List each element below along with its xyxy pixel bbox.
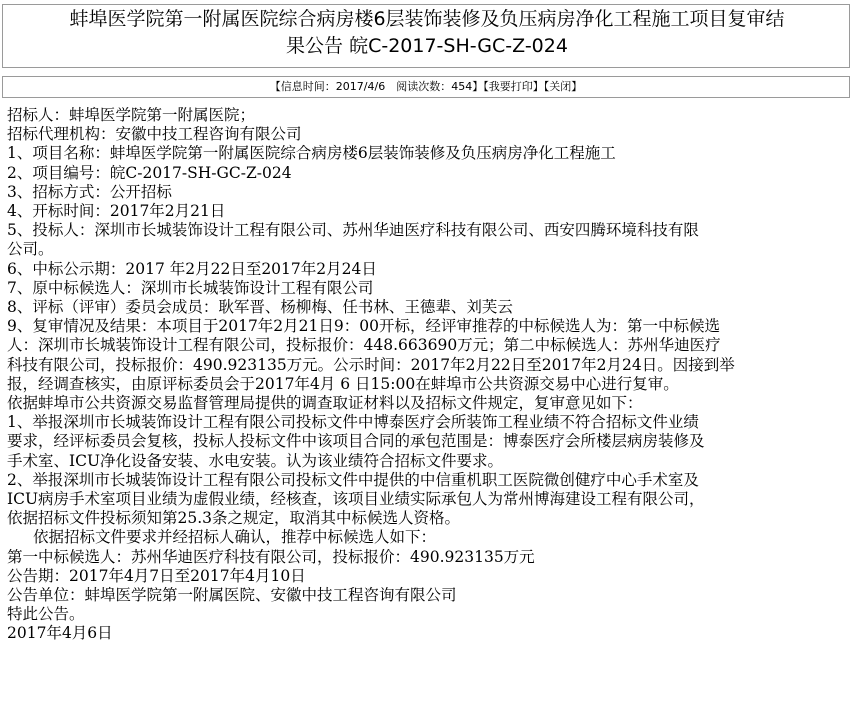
text-line: 2017年4月6日 xyxy=(7,624,113,643)
text-line: 8、评标（评审）委员会成员：耿军晋、杨柳梅、任书林、王德辈、刘芙云 xyxy=(7,298,513,317)
text-line: 第一中标候选人：苏州华迪医疗科技有限公司，投标报价：490.923135万元 xyxy=(7,547,535,566)
text-line: 5、投标人：深圳市长城装饰设计工程有限公司、苏州华迪医疗科技有限公司、西安四腾环境科技有限 xyxy=(7,221,699,240)
text-line: 4、开标时间：2017年2月21日 xyxy=(7,202,226,221)
close-link[interactable]: 【关闭】 xyxy=(543,80,583,93)
text-line: 科技有限公司，投标报价：490.923135万元。公示时间：2017年2月22日至2017年2月24日。因接到举 xyxy=(7,355,735,374)
text-line: 依据蚌埠市公共资源交易监督管理局提供的调查取证材料以及招标文件规定，复审意见如下： xyxy=(7,394,643,413)
page-title xyxy=(0,6,854,60)
text-line: 招标代理机构：安徽中技工程咨询有限公司 xyxy=(7,125,302,144)
text-line: 2、举报深圳市长城装饰设计工程有限公司投标文件中提供的中信重机职工医院微创健疗中心手术室及 xyxy=(7,470,699,489)
text-line: 特此公告。 xyxy=(7,605,85,624)
announcement-body xyxy=(7,106,847,644)
text-line: 1、举报深圳市长城装饰设计工程有限公司投标文件中博泰医疗会所装饰工程业绩不符合招标文件业绩 xyxy=(7,413,699,432)
text-line: 公司。 xyxy=(7,240,54,259)
text-line: 招标人：蚌埠医学院第一附属医院； xyxy=(7,106,256,124)
info-time-and-views: 【信息时间：2017/4/6 阅读次数：454】 xyxy=(269,80,484,93)
text-line: 公告单位：蚌埠医学院第一附属医院、安徽中技工程咨询有限公司 xyxy=(7,586,457,605)
text-line: 人：深圳市长城装饰设计工程有限公司，投标报价：448.663690万元；第二中标候选人：苏州华迪医疗 xyxy=(7,336,721,355)
text-line: 1、项目名称：蚌埠医学院第一附属医院综合病房楼6层装饰装修及负压病房净化工程施工 xyxy=(7,144,616,163)
info-bar xyxy=(2,76,850,98)
text-line: 9、复审情况及结果：本项目于2017年2月21日9：00开标，经评审推荐的中标候选人为：第一中标候选 xyxy=(7,317,720,336)
text-line: 6、中标公示期：2017 年2月22日至2017年2月24日 xyxy=(7,259,377,278)
text-line: 手术室、ICU净化设备安装、水电安装。认为该业绩符合招标文件要求。 xyxy=(7,451,504,470)
text-line: 要求，经评标委员会复核，投标人投标文件中该项目合同的承包范围是：博泰医疗会所楼层病房装修及 xyxy=(7,432,705,451)
text-line: 报，经调查核实，由原评标委员会于2017年4月 6 日15:00在蚌埠市公共资源交易中心进行复审。 xyxy=(7,374,679,393)
text-line: 2、项目编号：皖C-2017-SH-GC-Z-024 xyxy=(7,163,292,182)
text-line: 公告期：2017年4月7日至2017年4月10日 xyxy=(7,566,306,585)
text-line: 7、原中标候选人：深圳市长城装饰设计工程有限公司 xyxy=(7,278,374,297)
text-line: 依据招标文件要求并经招标人确认，推荐中标候选人如下： xyxy=(33,528,437,547)
text-line: 依据招标文件投标须知第25.3条之规定，取消其中标候选人资格。 xyxy=(7,509,461,528)
text-line: ICU病房手术室项目业绩为虚假业绩，经核查，该项目业绩实际承包人为常州博海建设工程有限公司， xyxy=(7,490,705,509)
page-title-line-1: 蚌埠医学院第一附属医院综合病房楼6层装饰装修及负压病房净化工程施工项目复审结 xyxy=(69,8,785,30)
print-link[interactable]: 【我要打印】 xyxy=(483,80,544,93)
page-title-line-2: 果公告 皖C-2017-SH-GC-Z-024 xyxy=(286,35,568,57)
text-line: 3、招标方式：公开招标 xyxy=(7,182,172,201)
